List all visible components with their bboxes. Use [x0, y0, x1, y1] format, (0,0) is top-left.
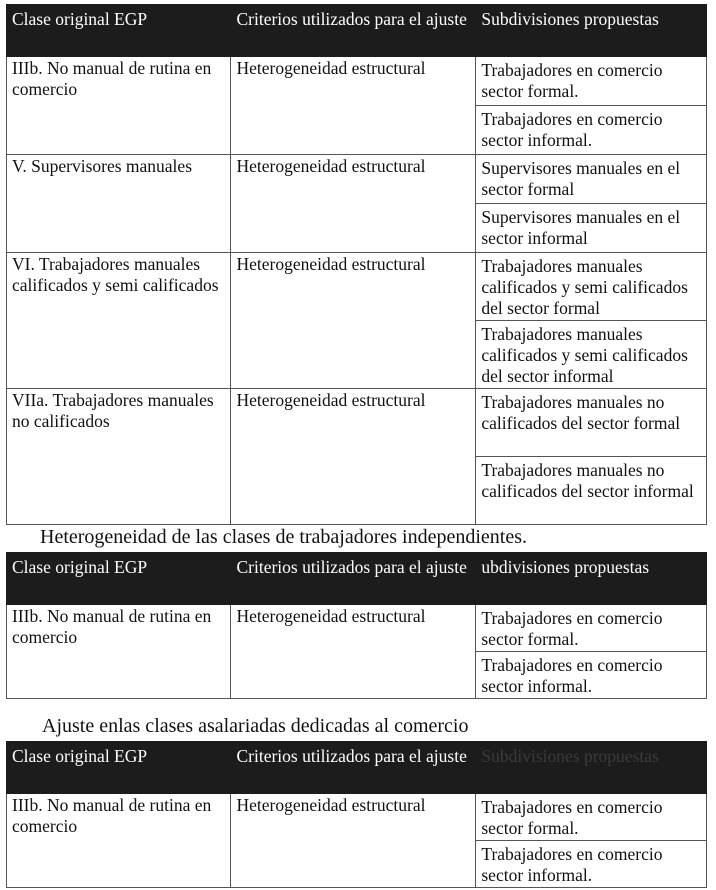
criterio-cell: Heterogeneidad estructural [231, 389, 476, 525]
subdivision-cell: Trabajadores en comercio sector informal. [476, 652, 707, 699]
header-subdivisiones: ubdivisiones propuestas [476, 553, 707, 605]
asalariadas-table [6, 741, 707, 888]
caption-independientes: Heterogeneidad de las clases de trabajadores independientes. [40, 526, 528, 548]
header-subdivisiones: Subdivisiones propuestas [476, 5, 707, 57]
header-clase: Clase original EGP [7, 5, 231, 57]
subdivision-cell: Trabajadores en comercio sector formal. [476, 794, 707, 841]
clase-cell: IIIb. No manual de rutina en comercio [7, 605, 231, 699]
subdivision-cell: Trabajadores en comercio sector informal. [476, 841, 707, 888]
table-row [7, 794, 707, 841]
criterio-cell: Heterogeneidad estructural [231, 253, 476, 389]
criterio-cell: Heterogeneidad estructural [231, 794, 476, 888]
table-header-row [7, 553, 707, 605]
independientes-table [6, 552, 707, 699]
clase-cell: VIIa. Trabajadores manuales no calificados [7, 389, 231, 525]
subdivision-cell: Trabajadores en comercio sector informal. [476, 106, 707, 155]
table-row [7, 253, 707, 321]
table-row [7, 155, 707, 204]
table-header-row [7, 742, 707, 794]
header-subdivisiones: Subdivisiones propuestas [476, 742, 707, 794]
clase-cell: IIIb. No manual de rutina en comercio [7, 794, 231, 888]
subdivision-cell: Supervisores manuales en el sector informal [476, 204, 707, 253]
subdivision-cell: Trabajadores manuales no calificados del sector formal [476, 389, 707, 457]
header-criterios: Criterios utilizados para el ajuste [231, 5, 476, 57]
criterio-cell: Heterogeneidad estructural [231, 605, 476, 699]
header-clase: Clase original EGP [7, 553, 231, 605]
clase-cell: V. Supervisores manuales [7, 155, 231, 253]
subdivision-cell: Trabajadores en comercio sector formal. [476, 57, 707, 106]
clase-cell: IIIb. No manual de rutina en comercio [7, 57, 231, 155]
table-row [7, 57, 707, 106]
caption-asalariadas: Ajuste enlas clases asalariadas dedicadas al comercio [42, 715, 469, 737]
criterio-cell: Heterogeneidad estructural [231, 57, 476, 155]
egp-classes-table [6, 4, 707, 525]
subdivision-cell: Trabajadores manuales calificados y semi calificados del sector formal [476, 253, 707, 321]
table-row [7, 389, 707, 457]
table-row [7, 605, 707, 652]
header-criterios: Criterios utilizados para el ajuste [231, 553, 476, 605]
subdivision-cell: Supervisores manuales en el sector formal [476, 155, 707, 204]
header-criterios: Criterios utilizados para el ajuste [231, 742, 476, 794]
subdivision-cell: Trabajadores manuales calificados y semi calificados del sector informal [476, 321, 707, 389]
criterio-cell: Heterogeneidad estructural [231, 155, 476, 253]
subdivision-cell: Trabajadores en comercio sector formal. [476, 605, 707, 652]
header-clase: Clase original EGP [7, 742, 231, 794]
table-header-row [7, 5, 707, 57]
subdivision-cell: Trabajadores manuales no calificados del sector informal [476, 457, 707, 525]
clase-cell: VI. Trabajadores manuales calificados y semi calificados [7, 253, 231, 389]
